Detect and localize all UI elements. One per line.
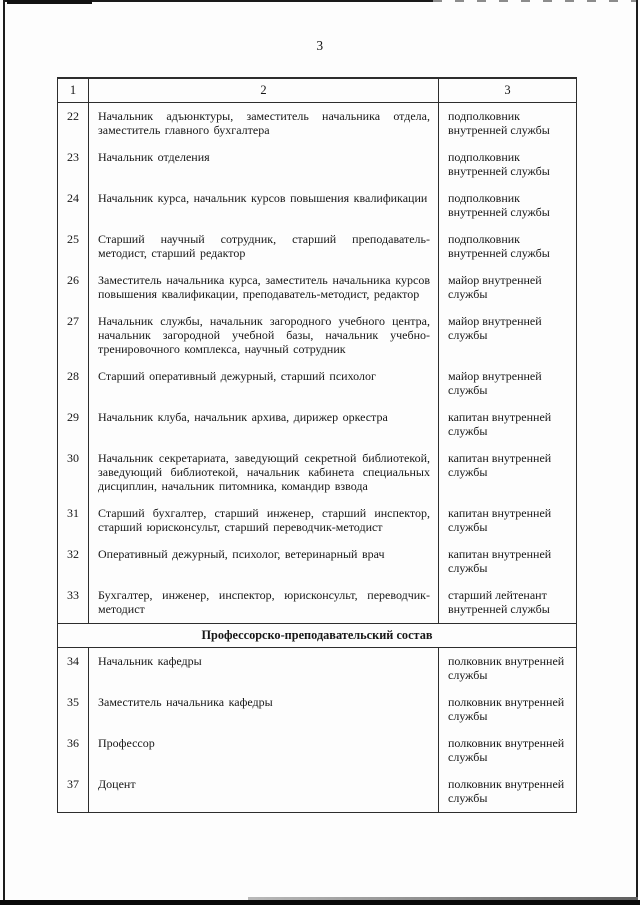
position-cell: Оперативный дежурный, психолог, ветеринарный врач [89, 541, 439, 582]
position-cell: Начальник курса, начальник курсов повышения квалификации [89, 185, 439, 226]
position-cell: Доцент [89, 771, 439, 812]
column-header-3: 3 [504, 83, 511, 97]
position-cell: Начальник адъюнктуры, заместитель начальника отдела, заместитель главного бухгалтера [89, 103, 439, 144]
table-body-upper [58, 103, 576, 623]
row-number-cell: 26 [58, 267, 89, 308]
row-number-cell: 28 [58, 363, 89, 404]
table-body-lower [58, 648, 576, 812]
position-cell: Старший оперативный дежурный, старший психолог [89, 363, 439, 404]
table-row [58, 363, 576, 404]
row-number-cell: 23 [58, 144, 89, 185]
table-row [58, 308, 576, 363]
rank-cell: майор внутренней службы [448, 369, 542, 397]
table-row [58, 267, 576, 308]
scan-edge-top-blip [7, 0, 92, 4]
position-cell: Начальник клуба, начальник архива, дирижер оркестра [89, 404, 439, 445]
table-row [58, 771, 576, 812]
rank-cell: подполковник внутренней службы [448, 109, 550, 137]
row-number-cell: 35 [58, 689, 89, 730]
rank-cell: полковник внутренней службы [448, 736, 565, 764]
column-header-1: 1 [58, 79, 89, 102]
position-cell: Заместитель начальника кафедры [89, 689, 439, 730]
table-row [58, 226, 576, 267]
rank-cell: капитан внутренней службы [448, 410, 552, 438]
rank-cell: майор внутренней службы [448, 314, 542, 342]
rank-cell: полковник внутренней службы [448, 654, 565, 682]
position-cell: Профессор [89, 730, 439, 771]
position-cell: Начальник отделения [89, 144, 439, 185]
position-cell: Начальник секретариата, заведующий секретной библиотекой, заведующий библиотекой, начальник кабинета специальных дисциплин, начальник питомника, командир взвода [89, 445, 439, 500]
column-header-2: 2 [89, 79, 439, 102]
table-row [58, 144, 576, 185]
position-cell: Бухгалтер, инженер, инспектор, юрисконсульт, переводчик-методист [89, 582, 439, 623]
page-number: 3 [316, 38, 324, 53]
rank-cell: капитан внутренней службы [448, 547, 552, 575]
table-row [58, 541, 576, 582]
row-number-cell: 37 [58, 771, 89, 812]
row-number-cell: 31 [58, 500, 89, 541]
row-number-cell: 32 [58, 541, 89, 582]
position-cell: Заместитель начальника курса, заместитель начальника курсов повышения квалификации, преподаватель-методист, редактор [89, 267, 439, 308]
table-row [58, 500, 576, 541]
rank-cell: капитан внутренней службы [448, 451, 552, 479]
table-row [58, 103, 576, 144]
row-number-cell: 29 [58, 404, 89, 445]
row-number-cell: 34 [58, 648, 89, 689]
section-header-row: Профессорско-преподавательский состав [58, 623, 576, 648]
scan-edge-right [636, 0, 638, 905]
row-number-cell: 25 [58, 226, 89, 267]
rank-cell: старший лейтенант внутренней службы [448, 588, 550, 616]
rank-cell: подполковник внутренней службы [448, 232, 550, 260]
rank-cell: полковник внутренней службы [448, 777, 565, 805]
table-row [58, 689, 576, 730]
table-row [58, 404, 576, 445]
position-cell: Старший бухгалтер, старший инженер, старший инспектор, старший юрисконсульт, старший переводчик-методист [89, 500, 439, 541]
row-number-cell: 36 [58, 730, 89, 771]
row-number-cell: 27 [58, 308, 89, 363]
position-cell: Старший научный сотрудник, старший преподаватель-методист, старший редактор [89, 226, 439, 267]
scan-edge-bottom-black [0, 900, 640, 905]
table-row [58, 648, 576, 689]
rank-cell: полковник внутренней службы [448, 695, 565, 723]
table-row [58, 582, 576, 623]
table-row [58, 445, 576, 500]
row-number-cell: 24 [58, 185, 89, 226]
ranks-table [57, 77, 577, 813]
scan-edge-left [3, 0, 5, 905]
rank-cell: капитан внутренней службы [448, 506, 552, 534]
position-cell: Начальник службы, начальник загородного учебного центра, начальник загородной учебной базы, начальник учебно-тренировочного комплекса, научный сотрудник [89, 308, 439, 363]
scan-edge-top-dashes [433, 0, 638, 2]
row-number-cell: 33 [58, 582, 89, 623]
rank-cell: майор внутренней службы [448, 273, 542, 301]
rank-cell: подполковник внутренней службы [448, 191, 550, 219]
row-number-cell: 22 [58, 103, 89, 144]
position-cell: Начальник кафедры [89, 648, 439, 689]
table-row [58, 730, 576, 771]
rank-cell: подполковник внутренней службы [448, 150, 550, 178]
table-header-row [58, 79, 576, 103]
row-number-cell: 30 [58, 445, 89, 500]
table-row [58, 185, 576, 226]
